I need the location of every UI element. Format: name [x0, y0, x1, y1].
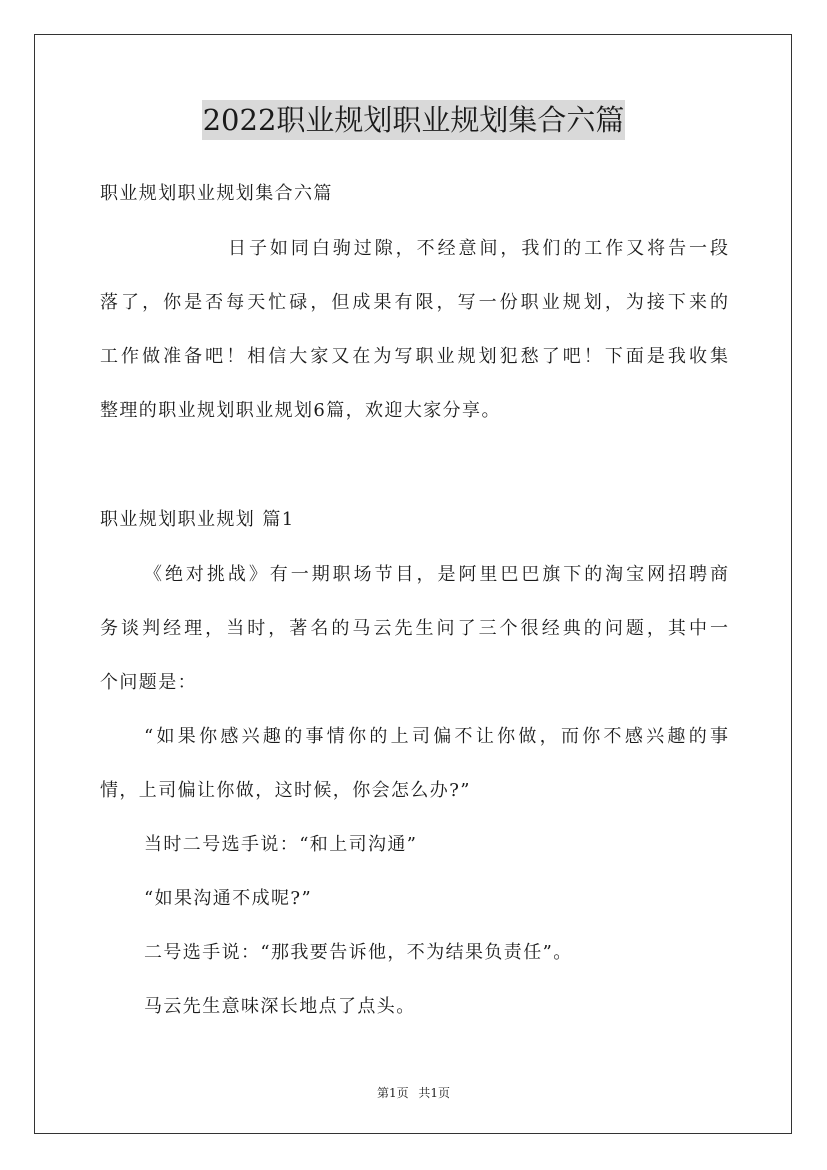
- page-footer: [0, 1084, 827, 1102]
- paragraph-line: 二号选手说：“那我要告诉他，不为结果负责任”。: [144, 942, 573, 963]
- paragraph-line: 务谈判经理，当时，著名的马云先生问了三个很经典的问题，其中一: [100, 618, 728, 639]
- paragraph-line: 情，上司偏让你做，这时候，你会怎么办?”: [100, 780, 471, 801]
- paragraph-line: “如果沟通不成呢?”: [144, 888, 313, 909]
- page-number-total: 共1页: [418, 1086, 451, 1100]
- document-title: 2022职业规划职业规划集合六篇: [202, 100, 626, 140]
- title-container: [0, 100, 827, 140]
- page-number-current: 第1页: [376, 1086, 409, 1100]
- paragraph-line: “如果你感兴趣的事情你的上司偏不让你做，而你不感兴趣的事: [144, 726, 728, 747]
- paragraph-line: 《绝对挑战》有一期职场节目，是阿里巴巴旗下的淘宝网招聘商: [144, 564, 728, 585]
- section-heading: 职业规划职业规划 篇1: [100, 509, 295, 530]
- paragraph-line: 整理的职业规划职业规划6篇，欢迎大家分享。: [100, 400, 501, 421]
- paragraph-line: 马云先生意味深长地点了点头。: [144, 996, 416, 1017]
- paragraph-line: 当时二号选手说：“和上司沟通”: [144, 834, 418, 855]
- paragraph-line: 落了，你是否每天忙碌，但成果有限，写一份职业规划，为接下来的: [100, 292, 728, 313]
- paragraph-line: 个问题是：: [100, 672, 197, 693]
- paragraph-line: 工作做准备吧！相信大家又在为写职业规划犯愁了吧！下面是我收集: [100, 346, 728, 367]
- document-subtitle: 职业规划职业规划集合六篇: [100, 183, 333, 204]
- paragraph-line: 日子如同白驹过隙，不经意间，我们的工作又将告一段: [228, 238, 728, 259]
